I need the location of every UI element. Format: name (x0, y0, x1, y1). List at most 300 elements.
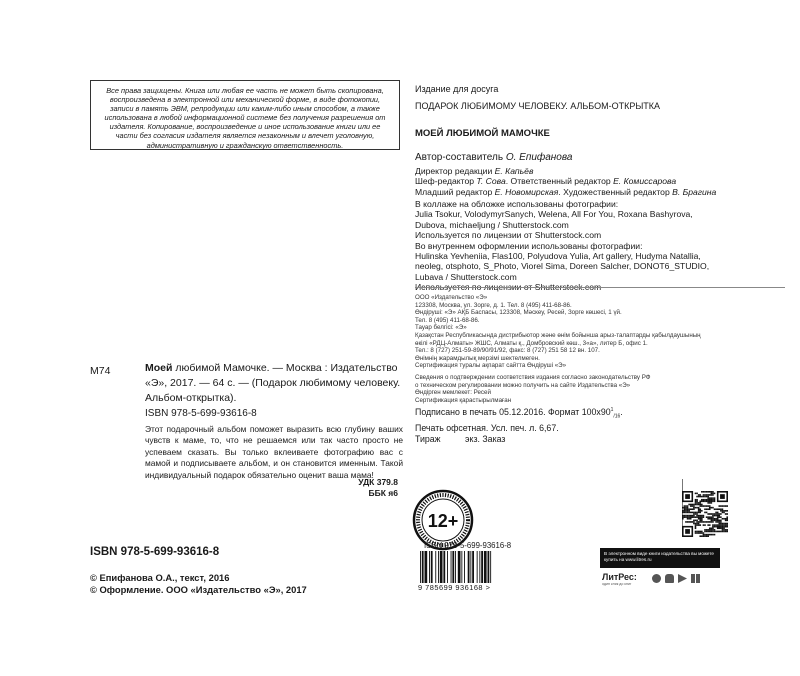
qr-module (723, 518, 725, 520)
photo-credit-line: neoleg, otsphoto, S_Photo, Viorel Sima, Doreen Salcher, DONOT6_STUDIO, (415, 261, 710, 272)
qr-module (707, 524, 709, 526)
qr-module (699, 532, 701, 534)
qr-module (693, 513, 695, 515)
qr-module (703, 505, 705, 507)
qr-module (693, 515, 695, 517)
qr-module (695, 501, 697, 503)
qr-module (682, 516, 684, 518)
qr-code-icon (682, 491, 728, 537)
barcode-bar (447, 551, 448, 583)
qr-module (704, 531, 706, 533)
qr-module (699, 524, 701, 526)
qr-module (701, 518, 703, 520)
qr-module (707, 508, 709, 510)
barcode-bar (425, 551, 428, 583)
qr-module (714, 499, 716, 501)
qr-module (701, 510, 703, 512)
qr-module (723, 527, 725, 529)
qr-module (726, 516, 728, 518)
qr-module (687, 518, 689, 520)
qr-module (707, 529, 709, 531)
qr-module (682, 512, 684, 514)
publisher-line: 123308, Москва, ул. Зорге, д. 1. Тел. 8 (495) 411-68-86. (415, 301, 572, 309)
qr-module (718, 520, 720, 522)
qr-module (695, 516, 697, 518)
publisher-line: Сведения о подтверждении соответствия издания согласно законодательству РФ (415, 373, 651, 381)
copyright-text: © Епифанова О.А., текст, 2016 (90, 572, 230, 583)
qr-module (699, 505, 701, 507)
qr-module (696, 512, 698, 514)
qr-module (707, 531, 709, 533)
qr-module (711, 513, 713, 515)
litres-banner: В электронном виде книги издательства вы можете купить на www.litres.ru (600, 548, 720, 568)
qr-module (722, 529, 724, 531)
qr-module (699, 520, 701, 522)
qr-module (704, 534, 706, 536)
qr-module (696, 504, 698, 506)
qr-module (720, 510, 722, 512)
photo-credits (415, 199, 785, 293)
qr-module (726, 531, 728, 533)
qr-module (711, 534, 713, 536)
qr-module (695, 507, 697, 509)
qr-module (701, 535, 703, 537)
qr-module (704, 501, 706, 503)
qr-module (711, 491, 713, 493)
qr-module (714, 518, 716, 520)
qr-module (720, 531, 722, 533)
qr-module (693, 516, 695, 518)
divider (415, 287, 785, 288)
qr-module (690, 504, 692, 506)
qr-module (707, 502, 709, 504)
android-icon (665, 574, 674, 583)
qr-module (712, 521, 714, 523)
qr-module (695, 513, 697, 515)
publisher-line: Тауар белгісі: «Э» (415, 324, 467, 332)
qr-module (715, 531, 717, 533)
qr-module (706, 529, 708, 531)
qr-module (688, 512, 690, 514)
barcode-bar (479, 551, 480, 583)
qr-module (712, 524, 714, 526)
qr-module (695, 504, 697, 506)
compiler-name: О. Епифанова (505, 152, 573, 163)
barcode-bar (470, 551, 471, 583)
photo-credit-line: Dubova, michaeljung / Shutterstock.com (415, 219, 569, 230)
qr-module (685, 505, 687, 507)
qr-module (699, 502, 701, 504)
qr-module (704, 491, 706, 493)
qr-module (703, 494, 705, 496)
qr-module (718, 513, 720, 515)
qr-module (722, 518, 724, 520)
staff-line-1: Директор редакции Е. Капьёв (415, 166, 534, 176)
qr-module (711, 507, 713, 509)
qr-module (698, 508, 700, 510)
barcode-isbn: ISBN 978-5-699-93616-8 (424, 541, 512, 550)
qr-module (706, 535, 708, 537)
qr-module (717, 516, 719, 518)
qr-module (717, 512, 719, 514)
qr-module (707, 494, 709, 496)
qr-module (699, 494, 701, 496)
qr-module (709, 507, 711, 509)
qr-module (715, 524, 717, 526)
qr-module (704, 512, 706, 514)
qr-module (709, 531, 711, 533)
photo-credit-line: В коллаже на обложке использованы фотографии: (415, 199, 619, 209)
qr-module (688, 515, 690, 517)
qr-module (714, 493, 716, 495)
qr-module (695, 512, 697, 514)
qr-module (687, 505, 689, 507)
qr-module (692, 512, 694, 514)
qr-module (715, 521, 717, 523)
barcode-bar (461, 551, 462, 583)
qr-module (698, 494, 700, 496)
qr-module (717, 520, 719, 522)
qr-module (701, 520, 703, 522)
qr-module (718, 521, 720, 523)
qr-module (698, 507, 700, 509)
barcode-bar (464, 551, 465, 583)
qr-module (715, 508, 717, 510)
qr-module (714, 534, 716, 536)
age-rating-text: 12+ (427, 511, 459, 531)
qr-module (709, 529, 711, 531)
qr-module (704, 508, 706, 510)
qr-module (717, 524, 719, 526)
qr-module (698, 504, 700, 506)
qr-module (696, 515, 698, 517)
qr-module (725, 531, 727, 533)
qr-module (726, 518, 728, 520)
qr-module (717, 508, 719, 510)
copyright-design: © Оформление. ООО «Издательство «Э», 2017 (90, 584, 307, 595)
qr-module (699, 535, 701, 537)
qr-module (709, 497, 711, 499)
qr-module (690, 518, 692, 520)
qr-module (707, 501, 709, 503)
qr-module (723, 531, 725, 533)
qr-module (690, 516, 692, 518)
barcode-bar (435, 551, 436, 583)
qr-module (704, 524, 706, 526)
qr-module (720, 505, 722, 507)
qr-module (698, 502, 700, 504)
qr-module (711, 531, 713, 533)
qr-module (692, 521, 694, 523)
qr-module (684, 512, 686, 514)
qr-module (706, 496, 708, 498)
qr-module (688, 516, 690, 518)
barcode-bar (472, 551, 474, 583)
qr-module (693, 520, 695, 522)
qr-module (696, 513, 698, 515)
qr-module (701, 521, 703, 523)
qr-module (682, 515, 684, 517)
qr-module (717, 521, 719, 523)
qr-module (695, 520, 697, 522)
qr-module (725, 523, 727, 525)
qr-module (695, 531, 697, 533)
qr-module (714, 524, 716, 526)
edition-type: Издание для досуга (415, 84, 499, 94)
qr-module (709, 516, 711, 518)
qr-module (692, 515, 694, 517)
qr-module (723, 523, 725, 525)
compiler-label: Автор-составитель (415, 152, 506, 163)
isbn-large: ISBN 978-5-699-93616-8 (90, 546, 220, 558)
qr-module (722, 512, 724, 514)
qr-module (687, 515, 689, 517)
qr-module (714, 497, 716, 499)
qr-module (701, 516, 703, 518)
publisher-line: Сертификация қарастырылмаған (415, 396, 512, 404)
qr-module (711, 494, 713, 496)
qr-module (717, 526, 719, 528)
qr-module (684, 510, 686, 512)
qr-module (722, 510, 724, 512)
qr-module (698, 531, 700, 533)
qr-module (718, 531, 720, 533)
barcode-bar (443, 551, 445, 583)
qr-module (706, 491, 708, 493)
qr-module (726, 529, 728, 531)
qr-module (718, 523, 720, 525)
qr-module (688, 510, 690, 512)
qr-module (711, 518, 713, 520)
qr-module (709, 534, 711, 536)
qr-module (695, 502, 697, 504)
qr-module (696, 499, 698, 501)
qr-module (718, 516, 720, 518)
publisher-line: Тел.: 8 (727) 251-59-89/90/91/92, факс: 8 (727) 251 58 12 вн. 107. (415, 347, 600, 355)
qr-module (709, 501, 711, 503)
qr-module (709, 494, 711, 496)
classification-codes (358, 477, 398, 499)
staff-line-3: Младший редактор Е. Новомирская. Художественный редактор В. Брагина (415, 186, 717, 197)
qr-module (685, 515, 687, 517)
qr-module (726, 524, 728, 526)
qr-module (698, 512, 700, 514)
qr-module (701, 515, 703, 517)
qr-module (682, 510, 684, 512)
qr-module (717, 515, 719, 517)
qr-module (717, 531, 719, 533)
qr-module (687, 510, 689, 512)
qr-module (706, 501, 708, 503)
photo-credit-line: Используется по лицензии от Shutterstock.com (415, 230, 602, 241)
qr-module (687, 512, 689, 514)
qr-module (696, 507, 698, 509)
qr-module (711, 499, 713, 501)
qr-module (707, 535, 709, 537)
qr-module (722, 531, 724, 533)
barcode-bar (477, 551, 478, 583)
barcode-bar (490, 551, 491, 583)
qr-module (707, 513, 709, 515)
qr-module (684, 516, 686, 518)
qr-module (706, 499, 708, 501)
qr-module (717, 527, 719, 529)
qr-module (704, 529, 706, 531)
qr-module (696, 502, 698, 504)
qr-module (695, 527, 697, 529)
qr-module (696, 531, 698, 533)
biblio-rest: любимой Мамочке. — Москва : Издательство «Э», 2017. — 64 с. — (Подарок любимому человеку. Альбом-открытка). (145, 362, 401, 404)
barcode-bar (440, 551, 443, 583)
qr-module (726, 523, 728, 525)
qr-module (723, 526, 725, 528)
qr-module (718, 527, 720, 529)
qr-module (699, 496, 701, 498)
series-name: ПОДАРОК ЛЮБИМОМУ ЧЕЛОВЕКУ. АЛЬБОМ-ОТКРЫТКА (415, 101, 661, 111)
qr-module (688, 508, 690, 510)
qr-module (720, 524, 722, 526)
qr-module (685, 507, 687, 509)
litres-tagline: один клик до книг (602, 582, 632, 586)
qr-module (698, 524, 700, 526)
qr-module (695, 499, 697, 501)
qr-module (685, 512, 687, 514)
qr-module (714, 501, 716, 503)
qr-module (684, 505, 686, 507)
qr-module (695, 524, 697, 526)
qr-module (698, 518, 700, 520)
publisher-line: өкілі «РДЦ-Алматы» ЖШС, Алматы қ., Домбровский көш., 3«а», литер Б, офис 1. (415, 339, 648, 347)
qr-module (714, 520, 716, 522)
qr-module (718, 505, 720, 507)
qr-module (695, 493, 697, 495)
qr-module (695, 526, 697, 528)
qr-module (715, 512, 717, 514)
qr-module (693, 523, 695, 525)
qr-module (725, 524, 727, 526)
udk-code: УДК 379.8 (358, 477, 398, 487)
qr-module (701, 504, 703, 506)
qr-module (692, 508, 694, 510)
qr-module (688, 504, 690, 506)
qr-module (699, 515, 701, 517)
qr-module (698, 523, 700, 525)
qr-module (722, 526, 724, 528)
qr-module (690, 512, 692, 514)
qr-module (712, 520, 714, 522)
qr-module (709, 491, 711, 493)
qr-module (711, 520, 713, 522)
qr-module (701, 496, 703, 498)
qr-module (712, 491, 714, 493)
qr-module (712, 527, 714, 529)
qr-module (723, 505, 725, 507)
bibliographic-record (145, 361, 403, 406)
qr-module (685, 508, 687, 510)
qr-module (718, 515, 720, 517)
barcode-icon (418, 551, 518, 583)
qr-module (707, 505, 709, 507)
qr-module (720, 527, 722, 529)
qr-module (693, 507, 695, 509)
qr-module (696, 520, 698, 522)
qr-module (690, 521, 692, 523)
litres-logo: ЛитРес: (602, 572, 637, 582)
qr-module (726, 513, 728, 515)
qr-module (707, 534, 709, 536)
qr-module (696, 532, 698, 534)
qr-module (690, 508, 692, 510)
qr-module (711, 516, 713, 518)
qr-module (696, 516, 698, 518)
qr-module (723, 512, 725, 514)
qr-module (687, 508, 689, 510)
qr-module (720, 526, 722, 528)
qr-module (720, 513, 722, 515)
qr-module (696, 496, 698, 498)
qr-module (701, 505, 703, 507)
qr-module (709, 524, 711, 526)
rights-notice-box (90, 80, 400, 150)
qr-module (722, 527, 724, 529)
publisher-line: Өндіруші: «Э» АҚБ Баспасы, 123308, Мәскеу, Ресей, Зорге көшесі, 1 үй. (415, 309, 622, 317)
qr-module (684, 508, 686, 510)
qr-module (699, 518, 701, 520)
qr-module (693, 521, 695, 523)
qr-module (704, 499, 706, 501)
qr-module (684, 515, 686, 517)
qr-module (703, 521, 705, 523)
qr-module (698, 496, 700, 498)
barcode-bar (484, 551, 487, 583)
qr-module (685, 529, 690, 534)
qr-module (701, 532, 703, 534)
qr-module (709, 518, 711, 520)
qr-module (682, 507, 684, 509)
qr-module (725, 529, 727, 531)
qr-module (706, 531, 708, 533)
qr-module (726, 505, 728, 507)
play-icon (678, 574, 687, 583)
qr-module (693, 504, 695, 506)
annotation: Этот подарочный альбом поможет выразить всю глубину ваших чувств к маме, то, что не решаемся или так часто просто не успеваем сказать. Вы только вклеиваете фотографию вас с мамой и подписываете альбом, и он становится именным. Такой индивидуальный подарок обязательно оценит ваша мама! (145, 424, 403, 480)
qr-module (720, 494, 725, 499)
qr-module (726, 526, 728, 528)
qr-module (725, 518, 727, 520)
photo-credit-line: Во внутреннем оформлении использованы фотографии: (415, 240, 643, 251)
bbk-code: ББК я6 (368, 488, 398, 498)
barcode-bar (438, 551, 439, 583)
qr-module (692, 505, 694, 507)
qr-module (704, 494, 706, 496)
qr-module (699, 521, 701, 523)
qr-module (718, 526, 720, 528)
qr-module (699, 508, 701, 510)
qr-module (707, 497, 709, 499)
qr-module (722, 523, 724, 525)
photo-credit-line: Lubava / Shutterstock.com (415, 271, 517, 282)
qr-module (720, 516, 722, 518)
barcode-bar (420, 551, 421, 583)
qr-module (720, 523, 722, 525)
qr-module (685, 521, 687, 523)
qr-module (704, 496, 706, 498)
barcode-digits: 9 785699 936168 > (418, 583, 491, 592)
qr-module (703, 532, 705, 534)
qr-module (706, 516, 708, 518)
qr-module (709, 502, 711, 504)
print-details (415, 405, 623, 445)
